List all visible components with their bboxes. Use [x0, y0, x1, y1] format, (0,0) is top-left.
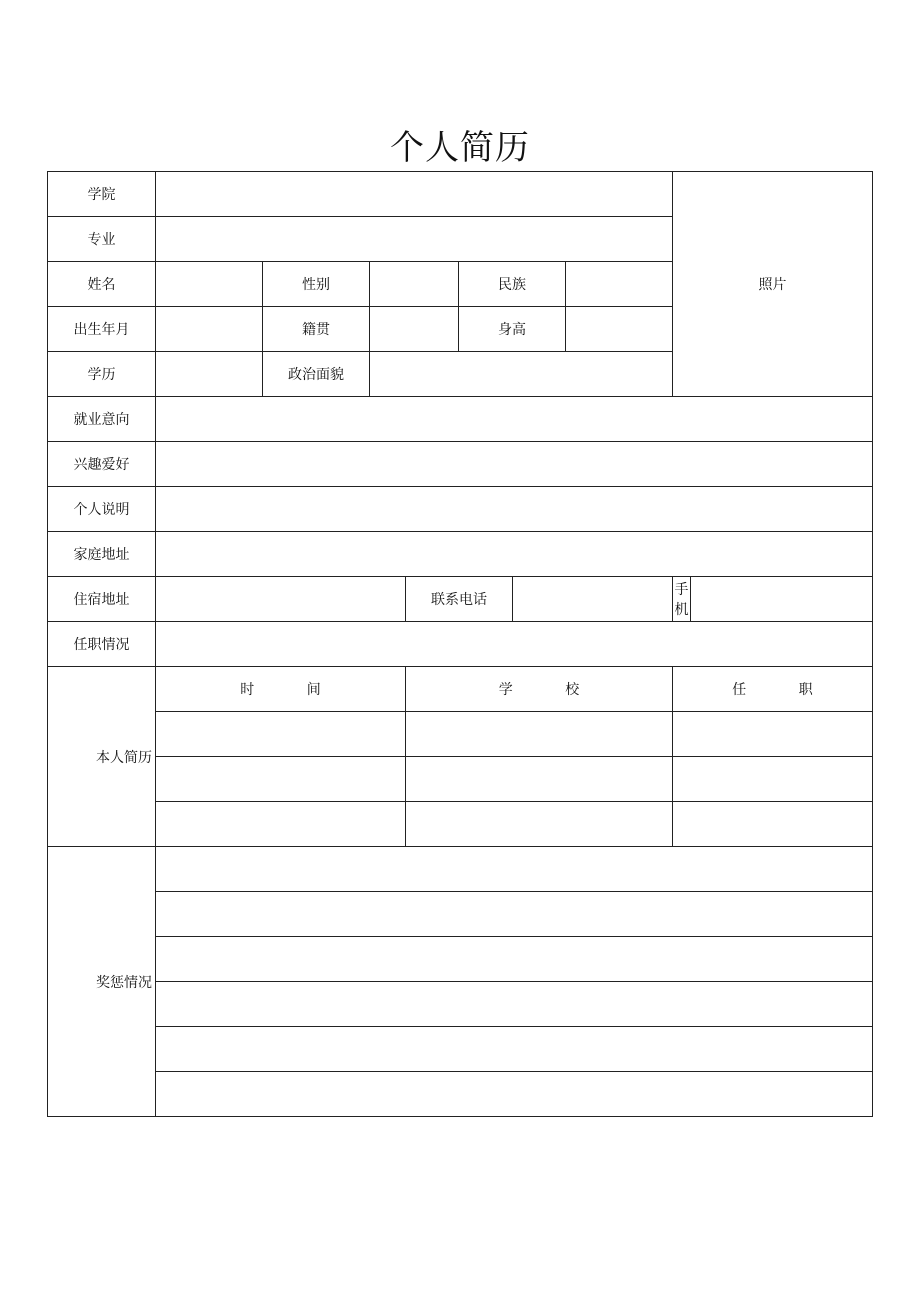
- hobbies-label: 兴趣爱好: [48, 442, 156, 487]
- native-place-field[interactable]: [370, 307, 459, 352]
- row-history-entry: [48, 757, 873, 802]
- hobbies-field[interactable]: [156, 442, 873, 487]
- history-col-time: 时 间: [156, 667, 406, 712]
- major-label: 专业: [48, 217, 156, 262]
- college-field[interactable]: [156, 172, 673, 217]
- row-awards: [48, 892, 873, 937]
- mobile-label: 手机: [673, 577, 691, 622]
- history-col-position: 任 职: [673, 667, 873, 712]
- history-time-field[interactable]: [156, 757, 406, 802]
- phone-label: 联系电话: [406, 577, 513, 622]
- birth-field[interactable]: [156, 307, 263, 352]
- history-time-field[interactable]: [156, 712, 406, 757]
- education-field[interactable]: [156, 352, 263, 397]
- history-position-field[interactable]: [673, 802, 873, 847]
- awards-field[interactable]: [156, 982, 873, 1027]
- row-positions-held: [48, 622, 873, 667]
- row-college: [48, 172, 873, 217]
- history-time-field[interactable]: [156, 802, 406, 847]
- name-label: 姓名: [48, 262, 156, 307]
- ethnicity-label: 民族: [459, 262, 566, 307]
- photo-box[interactable]: 照片: [673, 172, 873, 397]
- history-position-field[interactable]: [673, 712, 873, 757]
- awards-field[interactable]: [156, 1072, 873, 1117]
- row-history-entry: [48, 802, 873, 847]
- dorm-address-field[interactable]: [156, 577, 406, 622]
- home-address-label: 家庭地址: [48, 532, 156, 577]
- native-place-label: 籍贯: [263, 307, 370, 352]
- birth-label: 出生年月: [48, 307, 156, 352]
- row-history-header: [48, 667, 873, 712]
- row-history-entry: [48, 712, 873, 757]
- gender-label: 性别: [263, 262, 370, 307]
- phone-field[interactable]: [513, 577, 673, 622]
- job-intention-field[interactable]: [156, 397, 873, 442]
- home-address-field[interactable]: [156, 532, 873, 577]
- gender-field[interactable]: [370, 262, 459, 307]
- history-school-field[interactable]: [406, 712, 673, 757]
- row-awards: [48, 937, 873, 982]
- ethnicity-field[interactable]: [566, 262, 673, 307]
- history-position-field[interactable]: [673, 757, 873, 802]
- row-awards: [48, 847, 873, 892]
- row-awards: [48, 1027, 873, 1072]
- awards-label: 奖惩情况: [48, 847, 156, 1117]
- resume-history-label: 本人简历: [48, 667, 156, 847]
- awards-field[interactable]: [156, 847, 873, 892]
- personal-statement-field[interactable]: [156, 487, 873, 532]
- row-home-address: [48, 532, 873, 577]
- row-awards: [48, 1072, 873, 1117]
- personal-statement-label: 个人说明: [48, 487, 156, 532]
- history-col-school: 学 校: [406, 667, 673, 712]
- mobile-field[interactable]: [691, 577, 873, 622]
- political-status-field[interactable]: [370, 352, 673, 397]
- awards-field[interactable]: [156, 892, 873, 937]
- college-label: 学院: [48, 172, 156, 217]
- positions-held-field[interactable]: [156, 622, 873, 667]
- education-label: 学历: [48, 352, 156, 397]
- awards-field[interactable]: [156, 937, 873, 982]
- row-awards: [48, 982, 873, 1027]
- political-status-label: 政治面貌: [263, 352, 370, 397]
- row-job-intention: [48, 397, 873, 442]
- history-school-field[interactable]: [406, 757, 673, 802]
- row-personal-statement: [48, 487, 873, 532]
- height-field[interactable]: [566, 307, 673, 352]
- page-title: 个人简历: [390, 128, 530, 168]
- row-hobbies: [48, 442, 873, 487]
- job-intention-label: 就业意向: [48, 397, 156, 442]
- resume-form-table: [47, 171, 873, 1117]
- name-field[interactable]: [156, 262, 263, 307]
- row-dorm-address: [48, 577, 873, 622]
- positions-held-label: 任职情况: [48, 622, 156, 667]
- dorm-address-label: 住宿地址: [48, 577, 156, 622]
- history-school-field[interactable]: [406, 802, 673, 847]
- height-label: 身高: [459, 307, 566, 352]
- awards-field[interactable]: [156, 1027, 873, 1072]
- major-field[interactable]: [156, 217, 673, 262]
